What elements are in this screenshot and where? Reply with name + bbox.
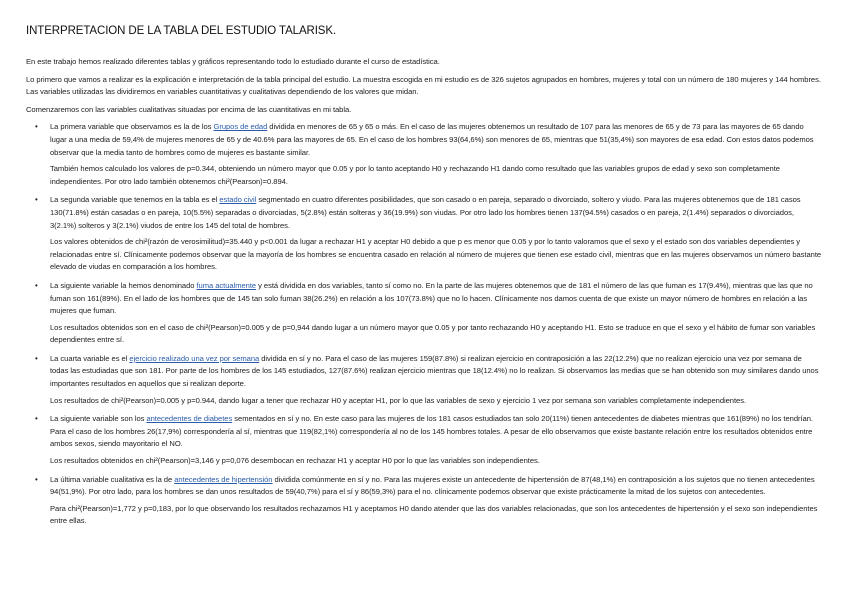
variable-description: La segunda variable que tenemos en la tabla es el estado civil segmentado en cuatro diferentes posibilidades, que son casado o en pareja, separado o divorciado, soltero y viudo. Para las mujeres obtenemos que de 181 casos 130(71.8%) están casadas o en pareja, 10(5.5%) separadas o divorciadas, 5(2.8%) están solteras y 36(19.9%) son viudas. Por otro lado los hombres tienen 137(94.5%) casados o en pareja, 2(1.4%) separados o divorciados, 3(2.1%) solteros y 3(2.1%) viudos de entre los 145 del total de hombres.: [50, 195, 801, 230]
link-fuma-actualmente[interactable]: fuma actualmente: [196, 280, 257, 290]
variable-result: Los valores obtenidos de chi²(razón de verosimilitud)=35.440 y p<0.001 da lugar a rechazar H1 y aceptar H0 debido a que p es menor que 0.05 y por lo tanto valoramos que el sexo y el estado son dos variables dependientes y relacionadas entre sí. Clínicamente podemos observar que la mayoría de los hombres se encuentra casado en relación al número de mujeres que tienen ese estado civil, mientras que en las mujeres observamos un número bastante elevado de viudas en comparación a los hombres.: [50, 237, 822, 272]
bullet-icon: •: [35, 122, 38, 132]
variable-result: Los resultados obtenidos son en el caso de chi²(Pearson)=0.005 y de p=0,944 dando lugar a un número mayor que 0.05 y por tanto rechazando H0 y aceptando H1. Esto se traduce en que el sexo y el hábito de fumar son variables dependientes entre sí.: [50, 322, 816, 345]
page-title: INTERPRETACION DE LA TABLA DEL ESTUDIO TALARISK.: [26, 25, 337, 37]
list-item-antecedentes-diabetes: [26, 413, 822, 467]
variable-description: La cuarta variable es el ejercicio realizado una vez por semana dividida en sí y no. Para el caso de las mujeres 159(87.8%) si realizan ejercicio en contraposición a las 22(12.2%) que no realizan ejercicio una vez por semana de todas las estudiadas que son 181. Por parte de los hombres de los 145 estudiados, 127(87.6%) realizan ejercicio mientras que 18(12.4%) no lo realizan. Si observamos las medias que se han obtenido son muy similares dando unos importantes resultados en aquellos que si realizan deporte.: [50, 353, 819, 389]
variable-description: La siguiente variable la hemos denominado fuma actualmente y está dividida en dos variables, tanto sí como no. En la parte de las mujeres obtenemos que de 181 el número de las que fuman es 17(9.4%), mientras que las que no fuman son 161(89%). En el lado de los hombres que de 145 tan solo fuman 38(26.2%) en relación a los 107(73.8%) que no lo hacen. Clínicamente nos damos cuenta de que existe un mayor número de hombres en relación a las mujeres que fuman.: [50, 280, 813, 316]
bullet-icon: •: [35, 414, 38, 424]
link-ejercicio-semanal[interactable]: ejercicio realizado una vez por semana: [129, 353, 260, 363]
variable-result: Los resultados obtenidos en chi²(Pearson)=3,146 y p=0,076 desembocan en rechazar H1 y aceptar H0 por lo que las variables son independientes.: [50, 456, 540, 466]
list-item-grupos-edad: [26, 121, 822, 188]
variable-result: También hemos calculado los valores de p=0.344, obteniendo un número mayor que 0.05 y por lo tanto aceptando H0 y rechazando H1 dando como resultado que las variables grupos de edad y sexo son completamente independientes. Por otro lado también obtenemos chi²(Pearson)=0.894.: [50, 164, 780, 186]
link-antecedentes-hipertension[interactable]: antecedentes de hipertensión: [174, 474, 273, 484]
bullet-icon: •: [35, 280, 38, 290]
variable-description: La siguiente variable son los antecedentes de diabetes sementados en sí y no. En este caso para las mujeres de los 181 casos estudiados tan solo 20(11%) tienen antecedentes de diabetes mientras que 161(89%) no los tendrían. Para el caso de los hombres 26(17,9%) correspondería al sí, mientras que 119(82,1%) correspondería al no de los 145 hombres totales. A pesar de ello observamos que existe bastante relación entre los resultados obtenidos entre ambos sexos, siendo mayoritario el NO.: [50, 414, 813, 449]
link-antecedentes-diabetes[interactable]: antecedentes de diabetes: [146, 414, 233, 424]
list-item-estado-civil: [26, 194, 822, 274]
list-item-ejercicio: [26, 353, 822, 407]
link-grupos-de-edad[interactable]: Grupos de edad: [213, 122, 268, 132]
variable-result: Para chi²(Pearson)=1,772 y p=0,183, por lo que observando los resultados rechazamos H1 y aceptamos H0 dando atender que las dos variables relacionadas, que son los antecedentes de hipertensión y el sexo son independientes entre ellas.: [50, 503, 818, 526]
variable-description: La última variable cualitativa es la de antecedentes de hipertensión dividida comúnmente en sí y no. Para las mujeres existe un antecedente de hipertensión de 87(48,1%) en contraposición a los sujetos que no tienen antecedentes 94(51,9%). Por otro lado, para los hombres se dan unos resultados de 59(40,7%) para el sí y 86(59,3%) para el no. clínicamente podemos observar que existe prácticamente la mitad de los sujetos con antecedentes.: [50, 474, 815, 497]
variable-list: [26, 121, 822, 528]
intro-paragraph-3: Comenzaremos con las variables cualitativas situadas por encima de las cuantitativas en mi tabla.: [26, 104, 352, 114]
link-estado-civil[interactable]: estado civil: [219, 195, 257, 205]
bullet-icon: •: [35, 353, 38, 363]
list-item-antecedentes-hipertension: [26, 474, 822, 528]
intro-paragraph-1: En este trabajo hemos realizado diferentes tablas y gráficos representando todo lo estudiado durante el curso de estadística.: [26, 57, 440, 66]
list-item-fuma-actualmente: [26, 280, 822, 347]
variable-result: Los resultados de chi²(Pearson)=0.005 y p=0.944, dando lugar a tener que rechazar H0 y aceptar H1, por lo que las variables de sexo y ejercicio 1 vez por semana son variables completamente independientes.: [50, 395, 747, 405]
bullet-icon: •: [35, 474, 38, 484]
bullet-icon: •: [35, 195, 38, 205]
intro-paragraph-2: Lo primero que vamos a realizar es la explicación e interpretación de la tabla principal del estudio. La muestra escogida en mi estudio es de 326 sujetos agrupados en hombres, mujeres y total con un número de 180 mujeres y 144 hombres. Las variables utilizadas las dividiremos en variables cuantitativas y cualitativas dependiendo de los valores que midan.: [26, 74, 821, 97]
variable-description: La primera variable que observamos es la de los Grupos de edad dividida en menores de 65 y 65 o más. En el caso de las mujeres obtenemos un resultado de 107 para las menores de 65 y de 73 para las mayores de 65 dando lugar a una media de 59,4% de mujeres menores de 65 y de 40.6% para las mayores de 65. En el caso de los hombres 93(64,6%) son menores de 65, mientras que 51(35,4%) son mayores de esa edad. Con estos datos podemos observar que la media tanto de hombres como de mujeres es bastante similar.: [50, 122, 814, 157]
